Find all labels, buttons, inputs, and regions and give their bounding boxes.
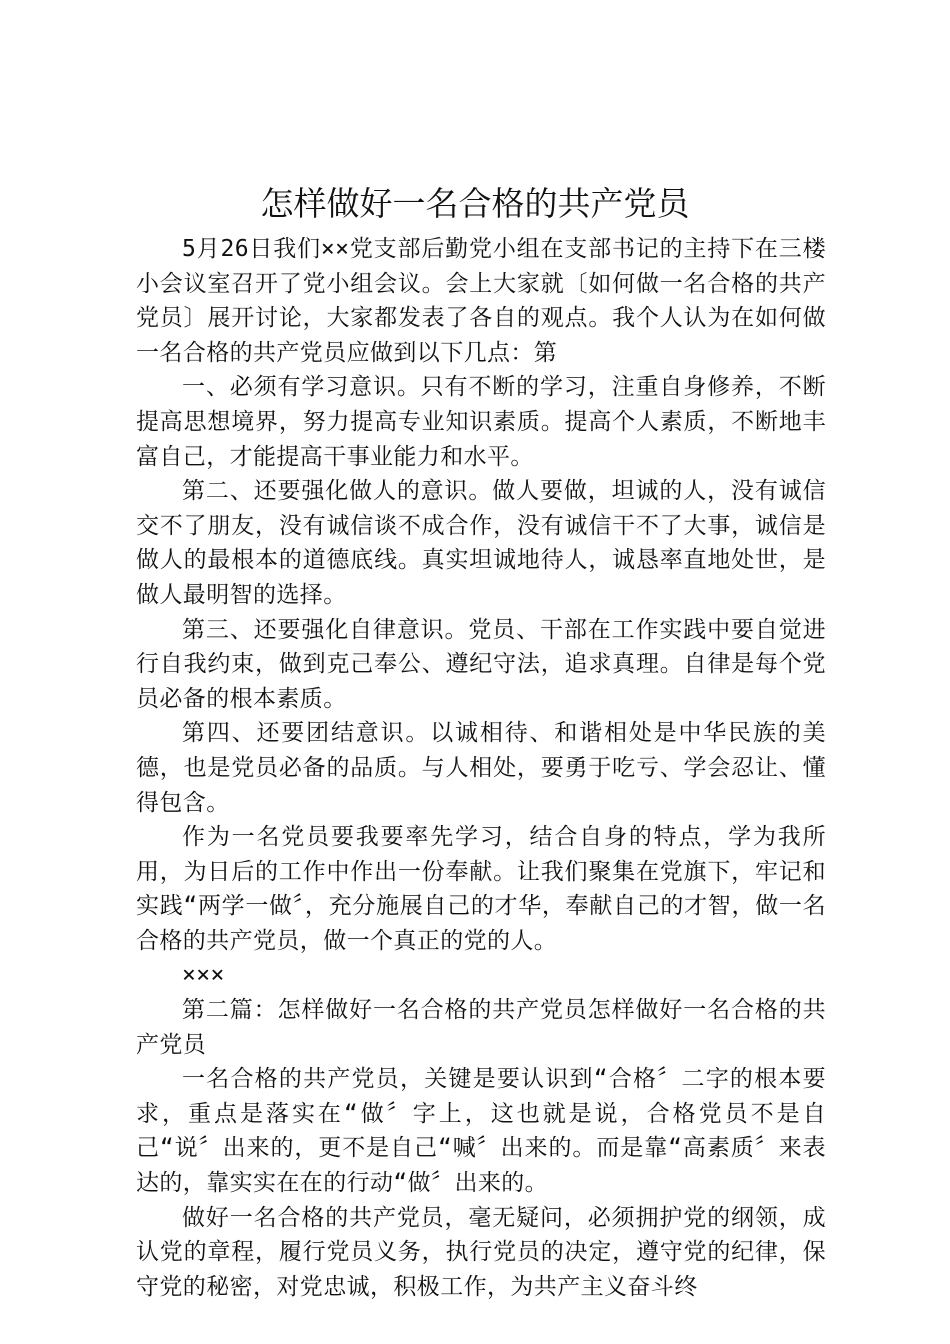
paragraph-point-1: 一、必须有学习意识。只有不断的学习，注重自身修养，不断提高思想境界，努力提高专业知识素质。提高个人素质，不断地丰富自己，才能提高干事业能力和水平。 (136, 374, 826, 470)
paragraph-point-3: 第三、还要强化自律意识。党员、干部在工作实践中要自觉进行自我约束，做到克己奉公、遵纪守法，追求真理。自律是每个党员必备的根本素质。 (136, 616, 826, 712)
paragraph-point-4: 第四、还要团结意识。以诚相待、和谐相处是中华民族的美德，也是党员必备的品质。与人相处，要勇于吃亏、学会忍让、懂得包含。 (136, 720, 826, 816)
paragraph-section-2-body-1: 一名合格的共产党员，关键是要认识到“合格〞二字的根本要求，重点是落实在“做〞字上，这也就是说，合格党员不是自己“说〞出来的，更不是自己“喊〞出来的。而是靠“高素质〞来表达的，靠实实在在的行动“做〞出来的。 (136, 1066, 826, 1197)
paragraph-conclusion: 作为一名党员要我要率先学习，结合自身的特点，学为我所用，为日后的工作中作出一份奉献。让我们聚集在党旗下，牢记和实践“两学一做〞，充分施展自己的才华，奉献自己的才智，做一名合格的共产党员，做一个真正的党的人。 (136, 824, 826, 954)
paragraph-point-2: 第二、还要强化做人的意识。做人要做，坦诚的人，没有诚信交不了朋友，没有诚信谈不成合作，没有诚信干不了大事，诚信是做人的最根本的道德底线。真实坦诚地待人，诚恳率直地处世，是做人最明智的选择。 (136, 478, 826, 608)
paragraph-section-2-body-2: 做好一名合格的共产党员，毫无疑问，必须拥护党的纲领，成认党的章程，履行党员义务，执行党员的决定，遵守党的纪律，保守党的秘密，对党忠诚，积极工作，为共产主义奋斗终 (136, 1204, 826, 1300)
document-body (136, 232, 826, 1304)
paragraph-section-2-heading: 第二篇：怎样做好一名合格的共产党员怎样做好一名合格的共产党员 (136, 997, 826, 1058)
paragraph-signature: ××× (182, 962, 225, 989)
paragraph-intro: 5月26日我们××党支部后勤党小组在支部书记的主持下在三楼小会议室召开了党小组会议。会上大家就〔如何做一名合格的共产党员〕展开讨论，大家都发表了各自的观点。我个人认为在如何做一名合格的共产党员应做到以下几点：第 (136, 236, 826, 366)
document-title: 怎样做好一名合格的共产党员 (260, 184, 690, 223)
